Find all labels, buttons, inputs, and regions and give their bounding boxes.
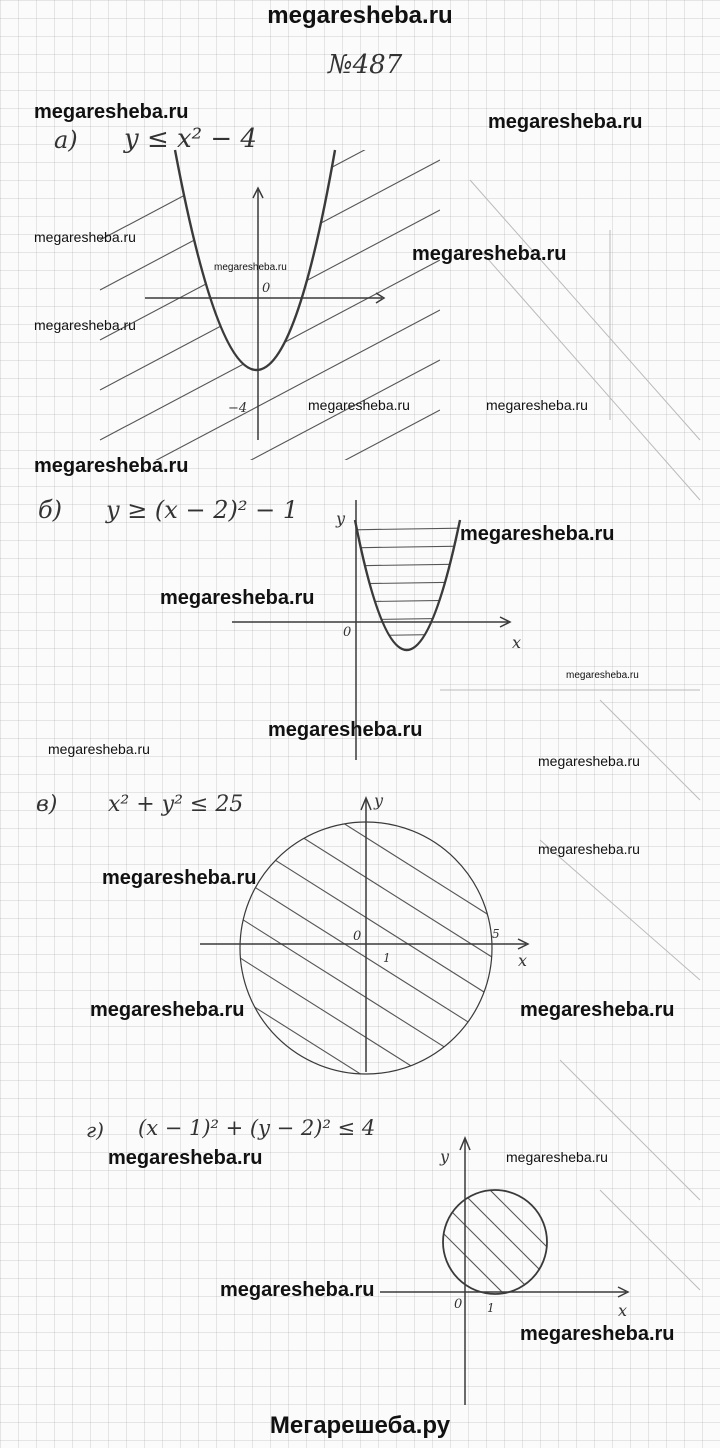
part-v-inequality: x² + y² ≤ 25 (108, 792, 244, 817)
watermark: megaresheba.ru (34, 317, 136, 333)
svg-text:0: 0 (454, 1297, 463, 1312)
watermark: megaresheba.ru (538, 841, 640, 857)
watermark: megaresheba.ru (214, 262, 287, 273)
watermark: megaresheba.ru (108, 1147, 263, 1169)
part-g-label: г) (86, 1118, 104, 1142)
svg-text:−4: −4 (228, 401, 248, 416)
header-site-name: megaresheba.ru (267, 2, 453, 29)
watermark: megaresheba.ru (506, 1149, 608, 1165)
watermark: megaresheba.ru (268, 719, 423, 741)
svg-text:y: y (374, 791, 384, 810)
watermark: megaresheba.ru (520, 999, 675, 1021)
svg-text:0: 0 (353, 929, 362, 944)
bleed-through-marks (440, 180, 700, 1290)
part-b-inequality: y ≥ (x − 2)² − 1 (106, 496, 299, 524)
svg-text:x: x (518, 951, 528, 970)
svg-text:x: x (512, 633, 522, 652)
watermark: megaresheba.ru (488, 111, 643, 133)
svg-text:y: y (440, 1147, 450, 1166)
watermark: megaresheba.ru (412, 243, 567, 265)
watermark: megaresheba.ru (34, 229, 136, 245)
watermark: megaresheba.ru (220, 1279, 375, 1301)
part-a-inequality: y ≤ x² − 4 (124, 124, 257, 154)
watermark: megaresheba.ru (34, 455, 189, 477)
watermark: megaresheba.ru (538, 753, 640, 769)
part-b-label: б) (38, 496, 63, 524)
watermark: megaresheba.ru (160, 587, 315, 609)
part-g-inequality: (x − 1)² + (y − 2)² ≤ 4 (138, 1116, 376, 1140)
watermark: megaresheba.ru (460, 523, 615, 545)
watermark: megaresheba.ru (34, 101, 189, 123)
svg-text:1: 1 (487, 1301, 495, 1315)
watermark: megaresheba.ru (102, 867, 257, 889)
watermark: megaresheba.ru (90, 999, 245, 1021)
part-v-label: в) (36, 792, 58, 817)
problem-number: №487 (328, 50, 403, 80)
watermark: megaresheba.ru (308, 397, 410, 413)
svg-text:0: 0 (343, 625, 352, 640)
watermark: megaresheba.ru (48, 741, 150, 757)
svg-text:1: 1 (383, 951, 391, 965)
svg-text:x: x (618, 1301, 628, 1320)
watermark: megaresheba.ru (566, 670, 639, 681)
part-a-label: а) (54, 126, 78, 154)
svg-text:0: 0 (262, 281, 271, 296)
svg-text:5: 5 (492, 927, 500, 941)
watermark: megaresheba.ru (486, 397, 588, 413)
svg-text:y: y (336, 509, 346, 528)
footer-site-name: Мегарешеба.ру (269, 1412, 451, 1439)
watermark: megaresheba.ru (520, 1323, 675, 1345)
